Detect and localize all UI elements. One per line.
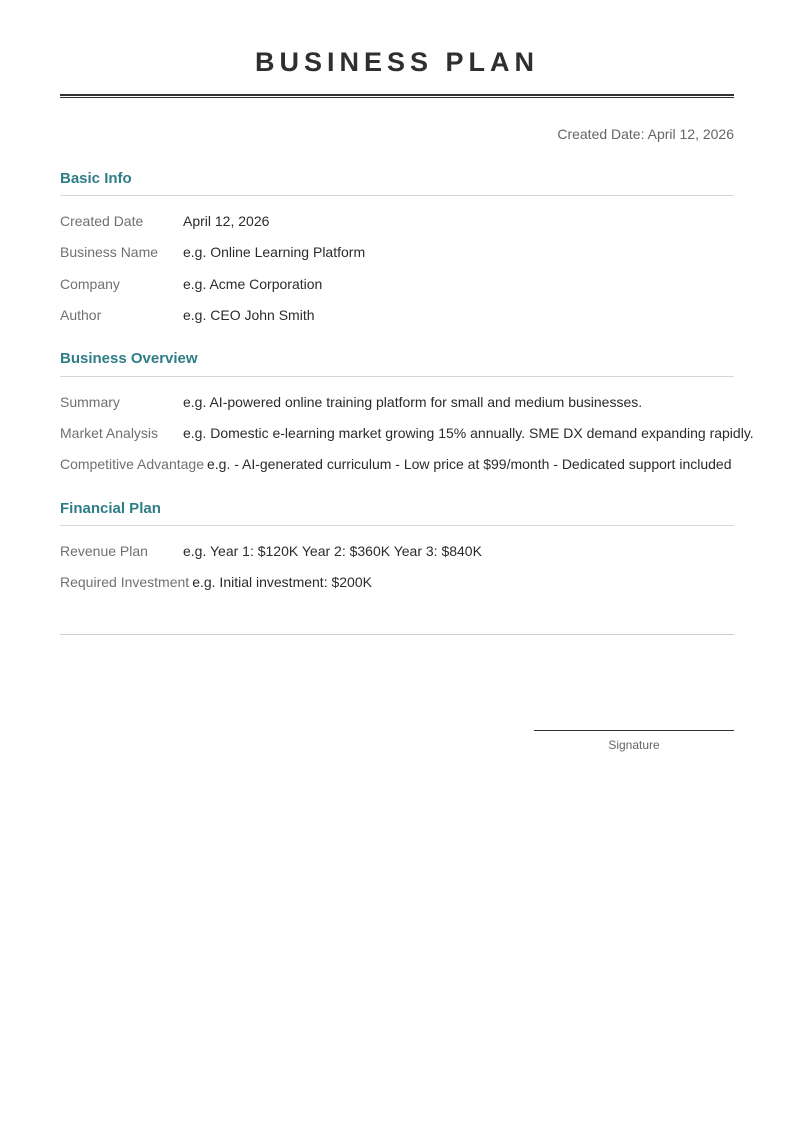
field-row-required-investment (60, 573, 734, 591)
field-row-summary (60, 393, 734, 411)
document-title: BUSINESS PLAN (254, 47, 540, 77)
field-value: e.g. Online Learning Platform (183, 244, 366, 260)
field-value: e.g. Year 1: $120K Year 2: $360K Year 3: $840K (183, 543, 482, 559)
section-title-financial-plan: Financial Plan (60, 500, 161, 517)
field-value: e.g. CEO John Smith (183, 307, 315, 323)
field-value: e.g. - AI-generated curriculum - Low price at $99/month - Dedicated support included (206, 456, 732, 472)
footer-divider (60, 634, 734, 635)
field-label: Author (60, 307, 102, 323)
section-divider (60, 376, 734, 377)
field-value: e.g. Initial investment: $200K (192, 574, 372, 590)
field-label: Market Analysis (60, 425, 159, 441)
section-title-business-overview: Business Overview (60, 350, 198, 367)
field-value: April 12, 2026 (183, 213, 270, 229)
section-divider (60, 525, 734, 526)
field-label: Required Investment (60, 574, 190, 590)
signature-line (534, 730, 734, 731)
field-row-business-name (60, 243, 734, 261)
section-title-basic-info: Basic Info (60, 170, 132, 187)
field-value: e.g. Domestic e-learning market growing 15% annually. SME DX demand expanding rapidly. (183, 425, 754, 441)
field-row-revenue-plan (60, 542, 734, 560)
field-label: Summary (60, 394, 120, 410)
field-row-competitive-advantage (60, 455, 734, 473)
signature-label: Signature (608, 738, 660, 752)
field-row-created-date (60, 212, 734, 230)
field-value: e.g. Acme Corporation (183, 276, 323, 292)
field-row-market-analysis (60, 424, 754, 442)
section-divider (60, 195, 734, 196)
field-label: Revenue Plan (60, 543, 148, 559)
field-label: Created Date (60, 213, 144, 229)
field-label: Competitive Advantage (60, 456, 204, 472)
created-date-header: Created Date: April 12, 2026 (557, 126, 734, 142)
field-row-company (60, 275, 734, 293)
field-label: Company (60, 276, 120, 292)
field-value: e.g. AI-powered online training platform for small and medium businesses. (183, 394, 643, 410)
title-divider (60, 94, 734, 98)
field-row-author (60, 306, 734, 324)
field-label: Business Name (60, 244, 159, 260)
